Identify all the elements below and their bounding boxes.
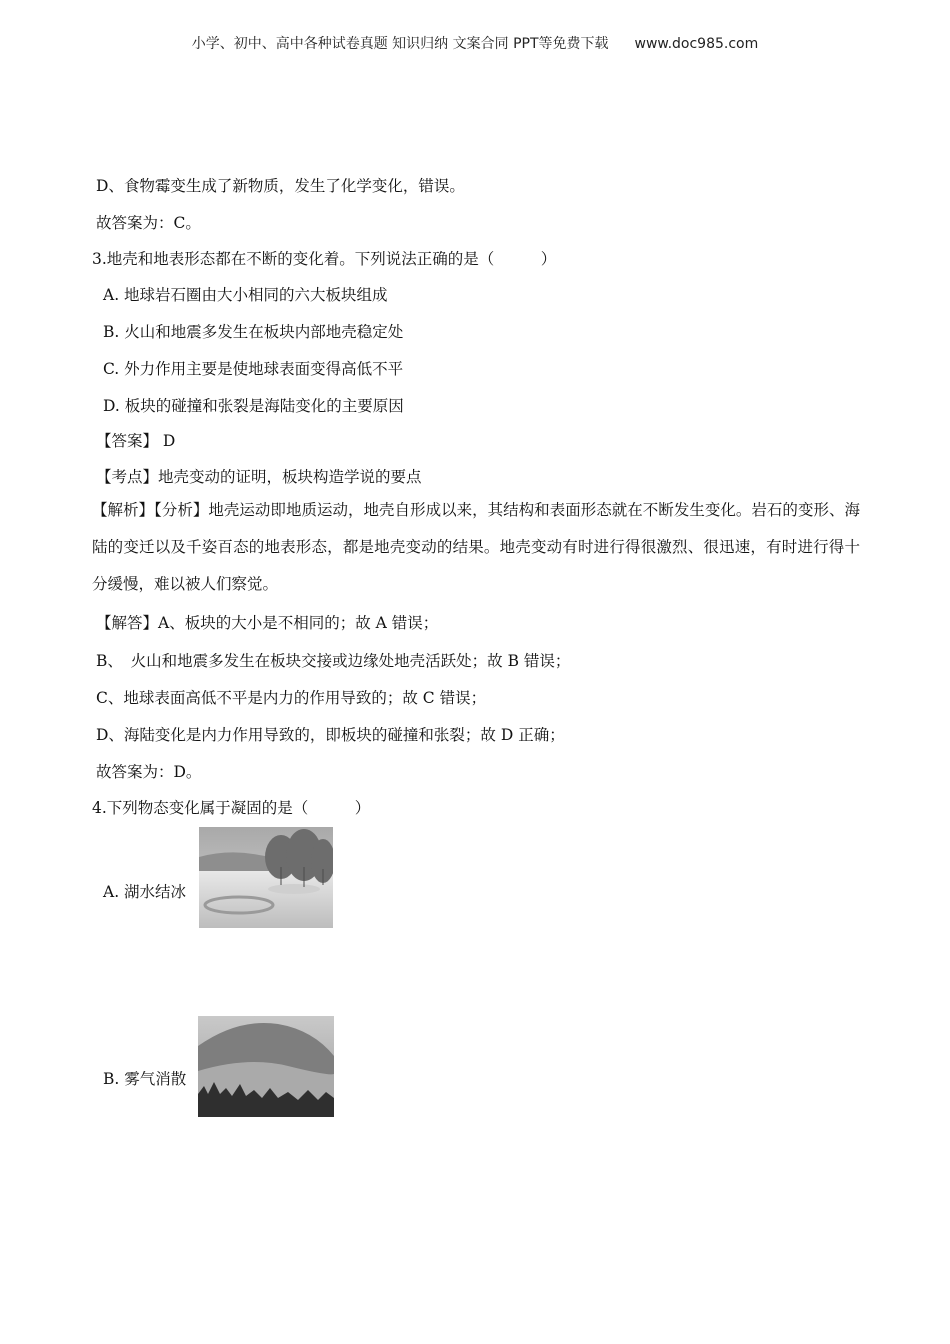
fog-mountain-photo-icon (198, 1016, 334, 1117)
q3-final: 故答案为：D。 (96, 763, 202, 781)
header-site: www.doc985.com (634, 36, 759, 52)
q4-option-a-label: A. 湖水结冰 (103, 883, 187, 901)
q3-stem: 3.地壳和地表形态都在不断的变化着。下列说法正确的是（ ） (92, 250, 557, 268)
q2-option-d: D、食物霉变生成了新物质，发生了化学变化，错误。 (96, 177, 465, 195)
q3-analysis: 【解析】【分析】地壳运动即地质运动，地壳自形成以来，其结构和表面形态就在不断发生变化。岩石的变形、海陆的变迁以及千姿百态的地表形态，都是地壳变动的结果。地壳变动有时进行得很激烈、很迅速，有时进行得十分缓慢，难以被人们察觉。 (92, 501, 860, 593)
q3-solution-d: D、海陆变化是内力作用导致的，即板块的碰撞和张裂；故 D 正确； (96, 726, 565, 744)
q2-answer: 故答案为：C。 (96, 214, 201, 232)
q3-option-c: C. 外力作用主要是使地球表面变得高低不平 (103, 360, 404, 378)
q3-solution-b: B、 火山和地震多发生在板块交接或边缘处地壳活跃处；故 B 错误； (96, 652, 571, 670)
q3-solution-c: C、地球表面高低不平是内力的作用导致的；故 C 错误； (96, 689, 487, 707)
q3-solution-a: 【解答】A、板块的大小是不相同的；故 A 错误； (96, 614, 439, 632)
q3-option-b: B. 火山和地震多发生在板块内部地壳稳定处 (103, 323, 404, 341)
frozen-lake-photo-icon (199, 827, 333, 928)
q3-option-a: A. 地球岩石圈由大小相同的六大板块组成 (103, 286, 388, 304)
q3-kaodian: 【考点】地壳变动的证明，板块构造学说的要点 (96, 468, 422, 486)
header-title: 小学、初中、高中各种试卷真题 知识归纳 文案合同 PPT等免费下载 (191, 36, 609, 52)
q3-answer: 【答案】 D (96, 432, 176, 450)
page-header (0, 33, 950, 53)
q4-option-b-label: B. 雾气消散 (103, 1070, 187, 1088)
q4-stem: 4.下列物态变化属于凝固的是（ ） (92, 799, 371, 817)
q3-option-d: D. 板块的碰撞和张裂是海陆变化的主要原因 (103, 397, 404, 415)
